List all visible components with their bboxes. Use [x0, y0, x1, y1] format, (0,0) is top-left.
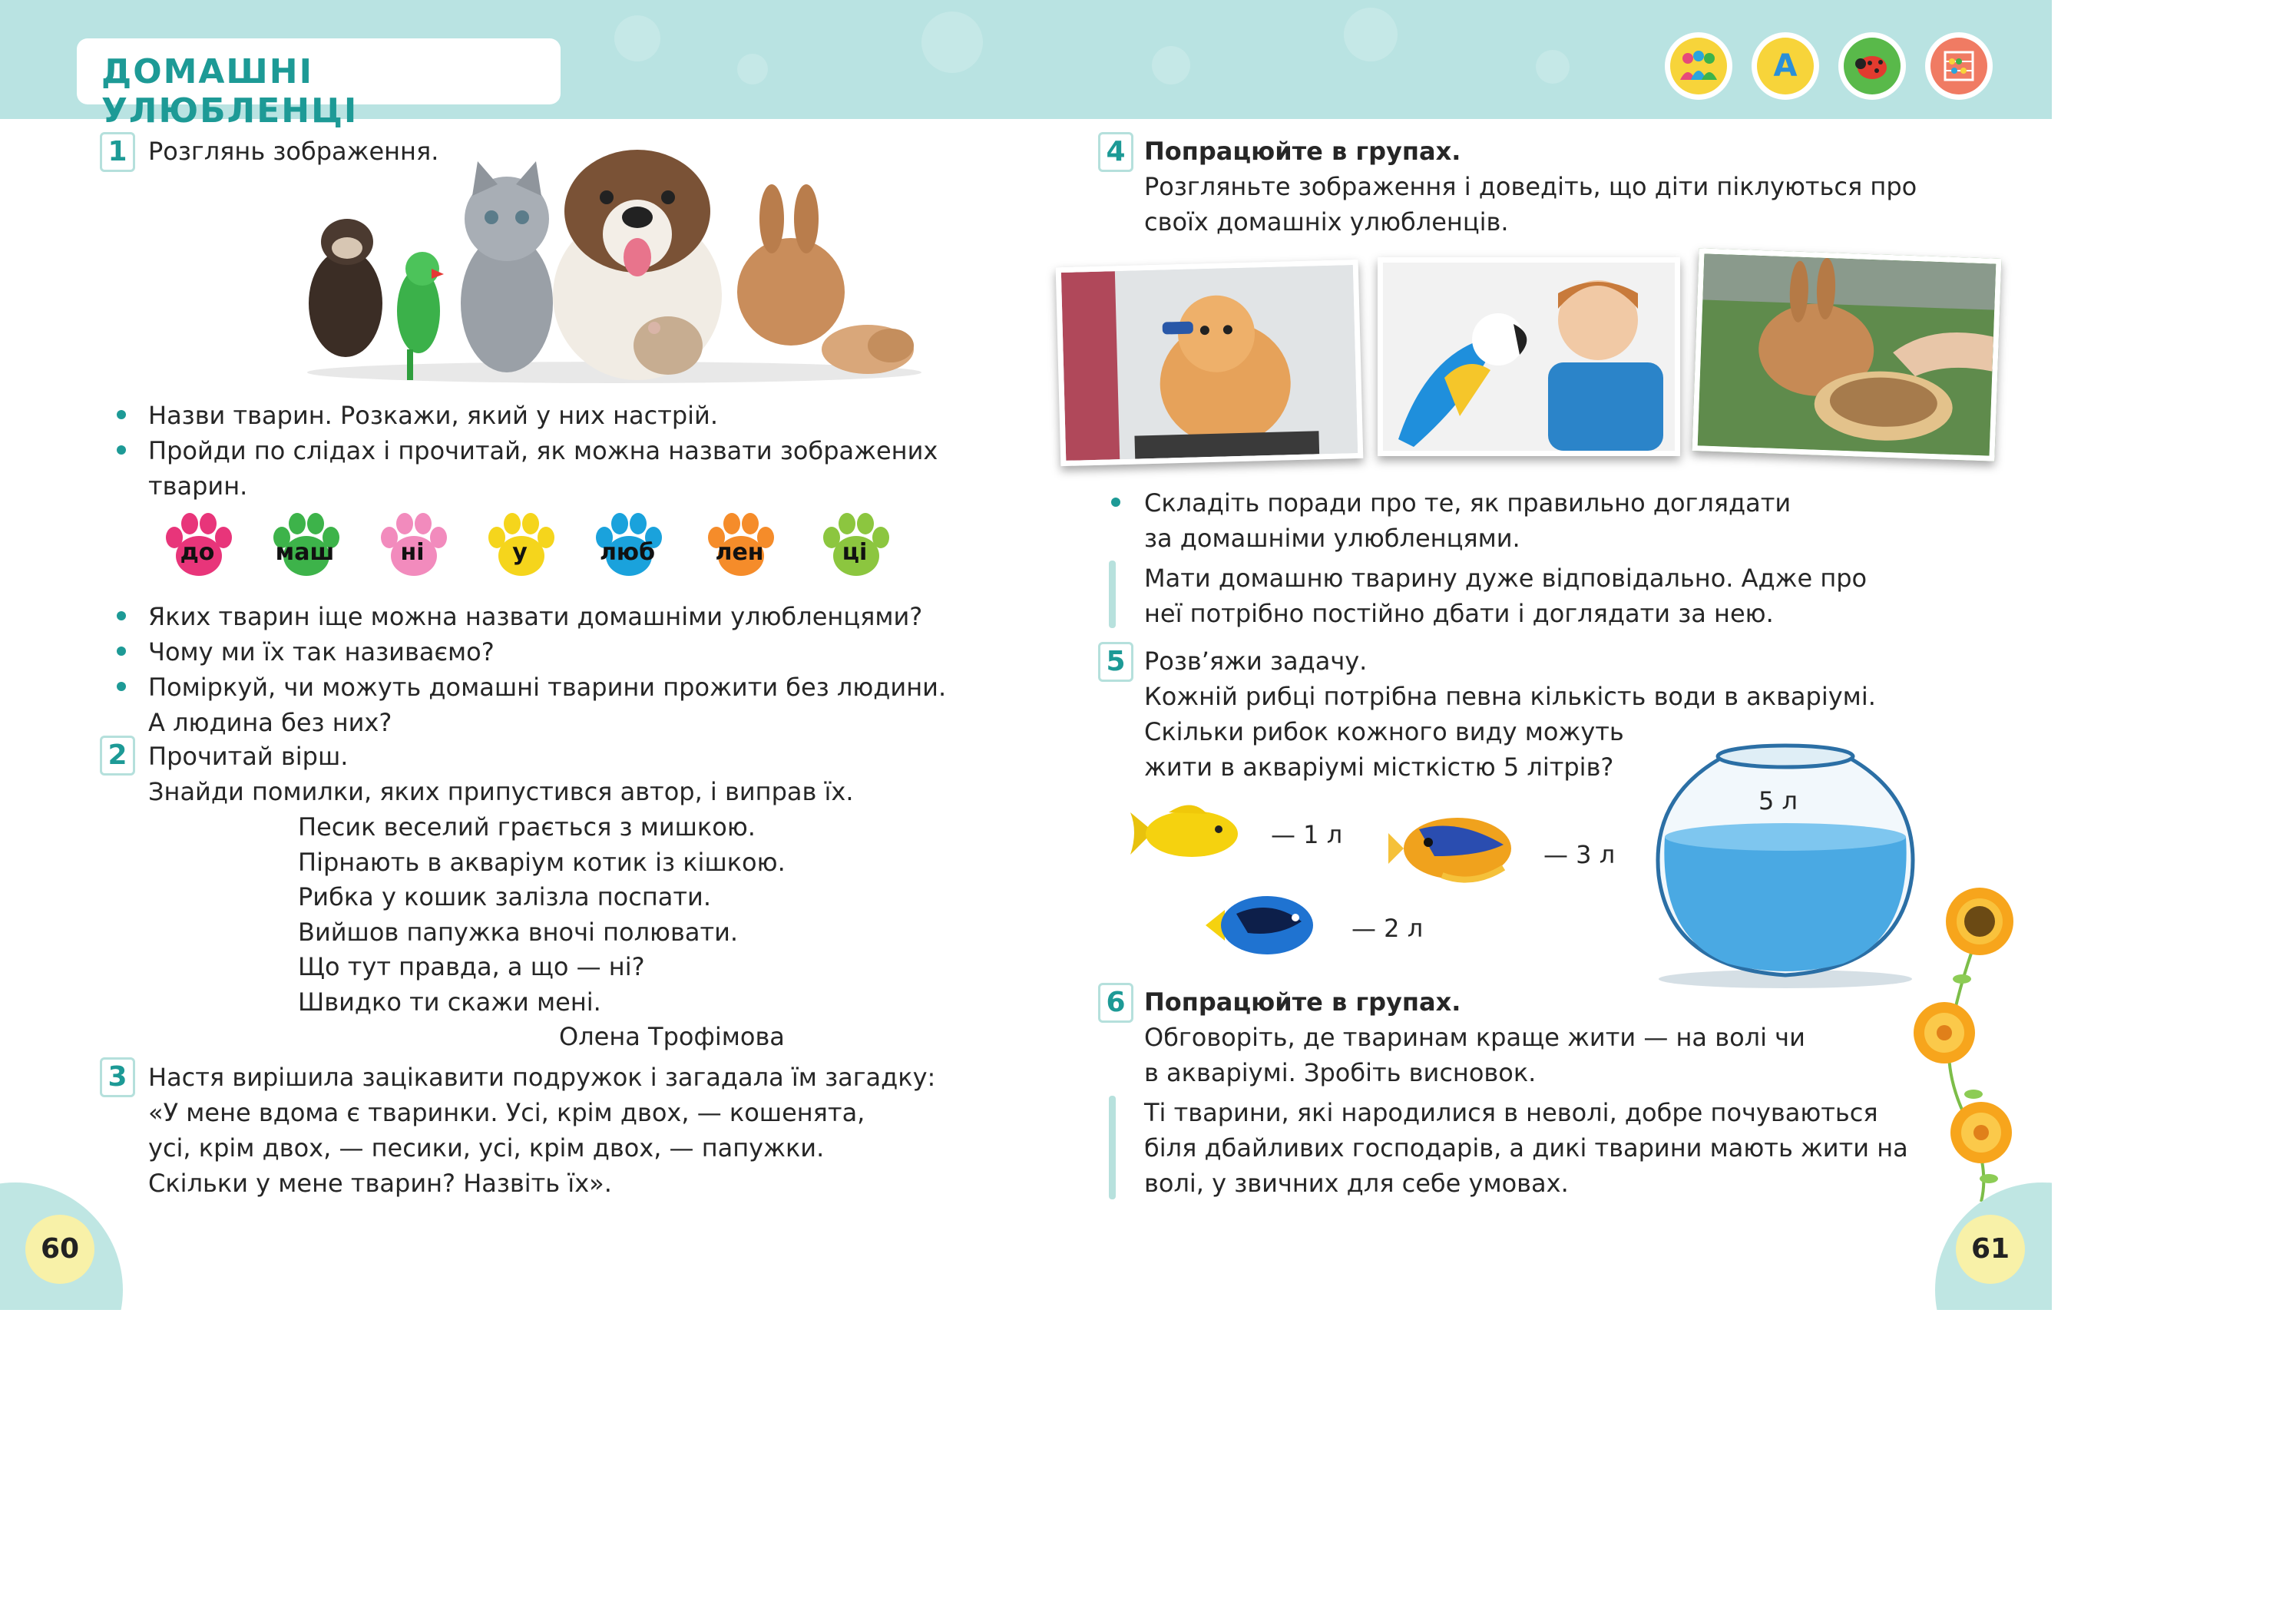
task5-line: Кожній рибці потрібна певна кількість води в акваріумі. — [1144, 682, 1876, 711]
paw-print-syllable — [374, 508, 451, 585]
paw-syllable: до — [180, 539, 215, 566]
paw-syllable: маш — [275, 539, 335, 566]
task4-bullet: Складіть поради про те, як правильно доглядати — [1144, 488, 1791, 518]
task1-bullet-2: Пройди по слідах і прочитай, як можна назвати зображених — [148, 436, 938, 465]
poem-author: Олена Трофімова — [559, 1022, 785, 1051]
task3-line: «У мене вдома є тваринки. Усі, крім двох, — кошенята, — [148, 1098, 865, 1127]
yellow-fish-icon — [1123, 797, 1238, 870]
fish-volume-label: — 1 л — [1271, 820, 1343, 849]
task1-question-2: Чому ми їх так називаємо? — [148, 637, 495, 666]
task6-note: волі, у звичних для себе умовах. — [1144, 1169, 1569, 1198]
ladybug-icon — [1838, 32, 1906, 100]
task-number-4: 4 — [1098, 132, 1133, 172]
bullet-dot — [117, 611, 126, 620]
pets-group-image — [299, 127, 929, 388]
task1-question-1: Яких тварин іще можна назвати домашніми улюбленцями? — [148, 602, 923, 631]
task2-instruction: Знайди помилки, яких припустився автор, і виправ їх. — [148, 777, 854, 806]
poem-line: Рибка у кошик залізла поспати. — [298, 882, 711, 911]
paw-print-syllable — [266, 508, 343, 585]
task4-line: своїх домашніх улюбленців. — [1144, 207, 1509, 236]
task6-note: біля дбайливих господарів, а дикі тварини мають жити на — [1144, 1133, 1908, 1163]
photo-boy-parrot — [1378, 257, 1680, 456]
note-bar — [1109, 1096, 1116, 1199]
task-number-1: 1 — [100, 132, 135, 172]
task4-heading: Попрацюйте в групах. — [1144, 137, 1461, 166]
task3-line: Настя вирішила зацікавити подружок і загадала їм загадку: — [148, 1063, 936, 1092]
bullet-dot — [117, 445, 126, 455]
task-number-2: 2 — [100, 736, 135, 776]
fish-volume-label: — 3 л — [1543, 840, 1616, 869]
task-number-3: 3 — [100, 1057, 135, 1097]
paw-syllable: люб — [599, 539, 656, 566]
task4-note: неї потрібно постійно дбати і доглядати за нею. — [1144, 599, 1774, 628]
group-work-icon — [1665, 32, 1732, 100]
task6-note: Ті тварини, які народилися в неволі, добре почуваються — [1144, 1098, 1878, 1127]
aquarium-volume-label: 5 л — [1758, 786, 1798, 815]
page-number-left: 60 — [25, 1215, 94, 1284]
poem-line: Пірнають в акваріум котик із кішкою. — [298, 848, 786, 877]
letter-a-icon: А — [1752, 32, 1819, 100]
task-number-5: 5 — [1098, 642, 1133, 682]
task1-bullet-2-cont: тварин. — [148, 471, 248, 501]
task6-heading: Попрацюйте в групах. — [1144, 987, 1461, 1017]
paw-print-syllable — [589, 508, 666, 585]
task3-line: Скільки у мене тварин? Назвіть їх». — [148, 1169, 612, 1198]
bullet-dot — [117, 647, 126, 656]
task1-question-3: Поміркуй, чи можуть домашні тварини прожити без людини. — [148, 673, 947, 702]
paw-print-syllable — [481, 508, 558, 585]
task1-text: Розглянь зображення. — [148, 137, 439, 166]
paw-print-syllable — [816, 508, 893, 585]
photo-groomed-dog — [1056, 260, 1364, 466]
task4-bullet-cont: за домашніми улюбленцями. — [1144, 524, 1520, 553]
bullet-dot — [117, 410, 126, 419]
task4-note: Мати домашню тварину дуже відповідально. Адже про — [1144, 564, 1868, 593]
task6-line: Обговоріть, де тваринам краще жити — на волі чи — [1144, 1023, 1805, 1052]
task5-line: жити в акваріумі місткістю 5 літрів? — [1144, 752, 1614, 782]
task1-bullet-1: Назви тварин. Розкажи, який у них настрій. — [148, 401, 719, 430]
task6-line: в акваріумі. Зробіть висновок. — [1144, 1058, 1537, 1087]
bullet-dot — [117, 682, 126, 691]
note-bar — [1109, 561, 1116, 628]
task-number-6: 6 — [1098, 983, 1133, 1023]
poem-line: Швидко ти скажи мені. — [298, 987, 601, 1017]
task1-question-3-cont: А людина без них? — [148, 708, 392, 737]
paw-syllable: у — [512, 539, 528, 566]
fish-volume-label: — 2 л — [1351, 914, 1424, 943]
page-number-right: 61 — [1956, 1215, 2025, 1284]
task5-intro: Розв’яжи задачу. — [1144, 647, 1368, 676]
paw-syllable: ці — [842, 539, 868, 566]
task2-intro: Прочитай вірш. — [148, 742, 349, 771]
paw-print-syllable — [701, 508, 778, 585]
angelfish-icon — [1388, 810, 1519, 887]
poem-line: Вийшов папужка вночі полювати. — [298, 918, 739, 947]
abacus-icon — [1925, 32, 1993, 100]
poem-line: Песик веселий грається з мишкою. — [298, 812, 756, 842]
aquarium-bowl — [1651, 737, 1920, 991]
chapter-title: ДОМАШНІ УЛЮБЛЕНЦІ — [101, 52, 359, 131]
task3-line: усі, крім двох, — песики, усі, крім двох, — папужки. — [148, 1133, 825, 1163]
paw-syllable: лен — [715, 539, 764, 566]
paw-print-syllable — [159, 508, 236, 585]
photo-rabbit-feeding — [1692, 248, 2002, 461]
bullet-dot — [1111, 498, 1120, 507]
task4-line: Розгляньте зображення і доведіть, що діти піклуються про — [1144, 172, 1917, 201]
paw-syllable: ні — [400, 539, 425, 566]
flower-vine-decoration — [1904, 879, 2020, 1202]
task5-line: Скільки рибок кожного виду можуть — [1144, 717, 1624, 746]
header-band — [0, 0, 2052, 131]
chapter-title-box — [77, 38, 561, 131]
poem-line: Що тут правда, а що — ні? — [298, 952, 645, 981]
blue-tang-fish-icon — [1202, 883, 1317, 967]
